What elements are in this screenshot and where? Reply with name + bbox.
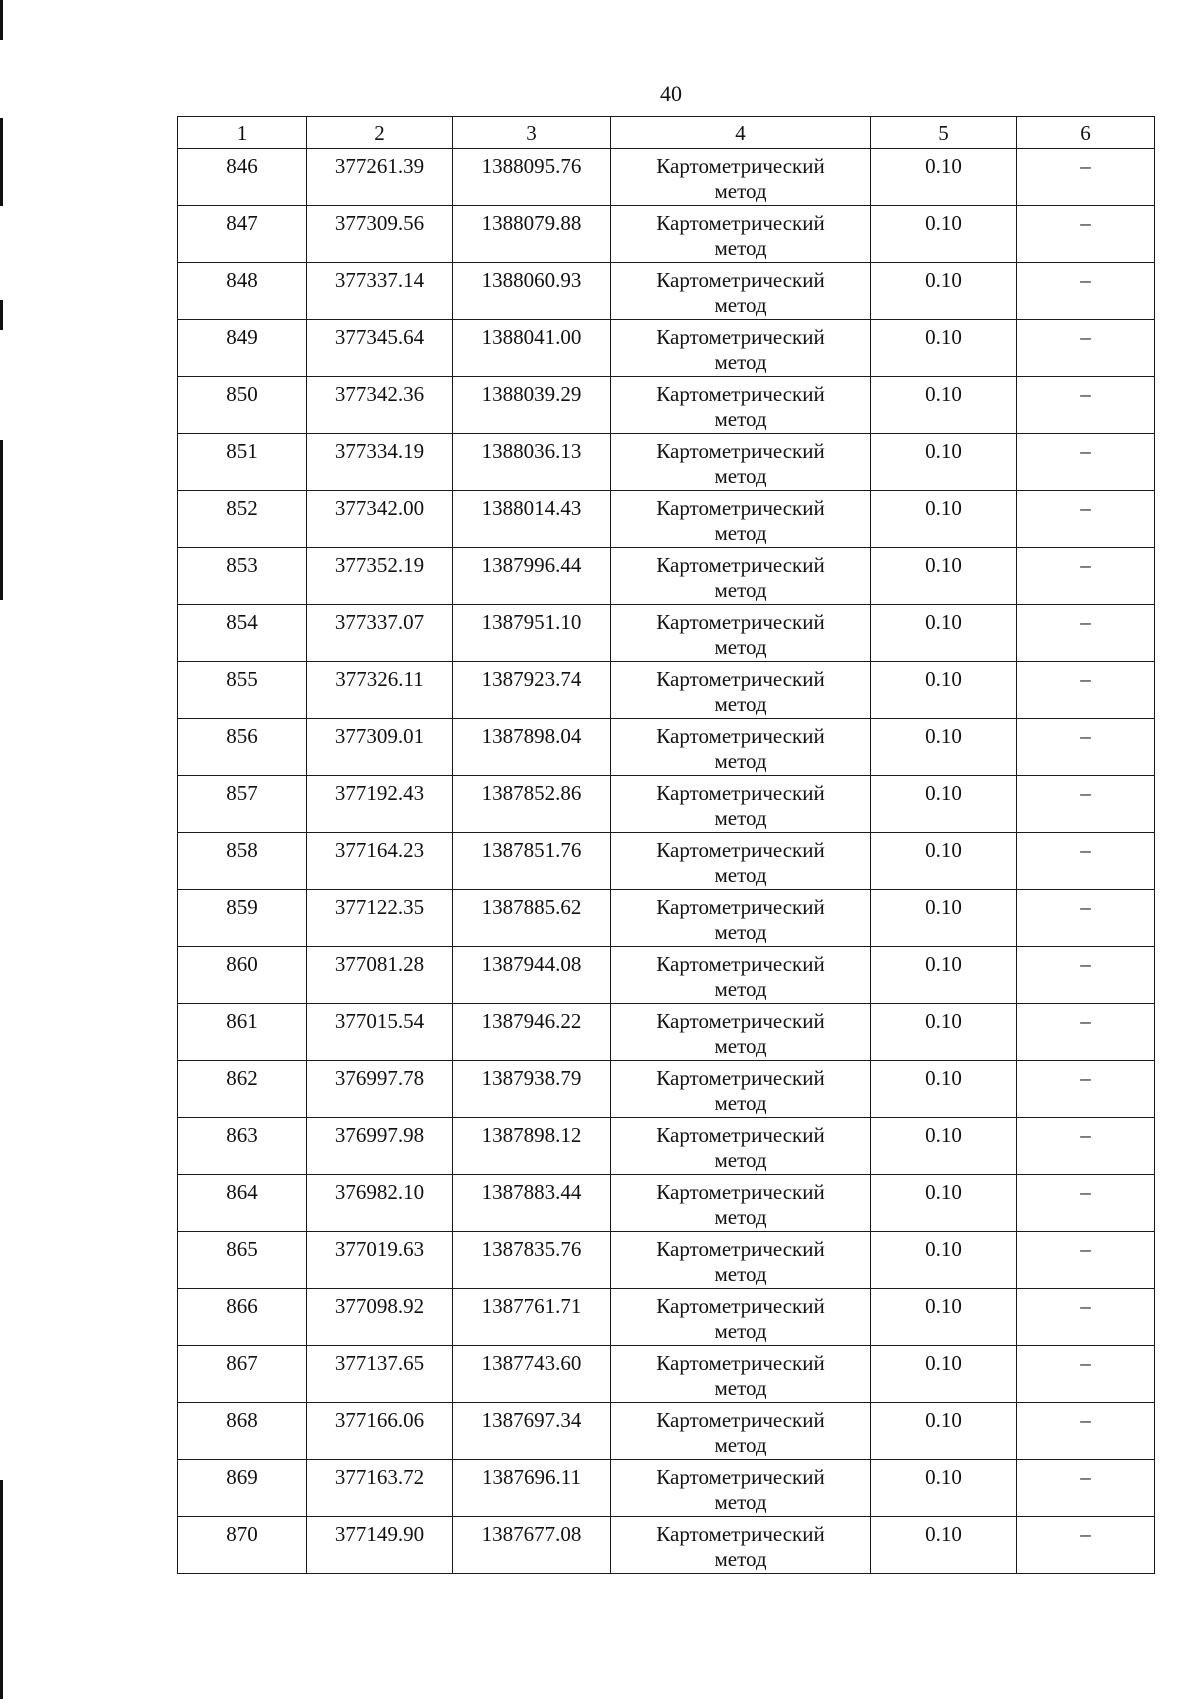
y-coordinate-cell: 1388095.76	[453, 149, 611, 206]
y-coordinate-cell: 1387885.62	[453, 890, 611, 947]
x-coordinate-cell: 377309.56	[307, 206, 453, 263]
method-cell	[611, 719, 871, 776]
accuracy-cell: 0.10	[871, 320, 1017, 377]
method-cell	[611, 491, 871, 548]
method-line-1: Картометрический	[656, 268, 825, 292]
method-line-2: метод	[714, 692, 767, 716]
x-coordinate-cell: 377081.28	[307, 947, 453, 1004]
method-cell	[611, 890, 871, 947]
method-line-1: Картометрический	[656, 325, 825, 349]
x-coordinate-cell: 377334.19	[307, 434, 453, 491]
x-coordinate-cell: 377337.07	[307, 605, 453, 662]
method-line-2: метод	[714, 578, 767, 602]
description-cell: –	[1017, 491, 1155, 548]
table-row	[178, 377, 1155, 434]
y-coordinate-cell: 1387883.44	[453, 1175, 611, 1232]
point-number-cell: 861	[178, 1004, 307, 1061]
table-row	[178, 263, 1155, 320]
method-line-1: Картометрический	[656, 1351, 825, 1375]
x-coordinate-cell: 376997.78	[307, 1061, 453, 1118]
y-coordinate-cell: 1387851.76	[453, 833, 611, 890]
method-line-2: метод	[714, 236, 767, 260]
y-coordinate-cell: 1387852.86	[453, 776, 611, 833]
y-coordinate-cell: 1387835.76	[453, 1232, 611, 1289]
method-line-1: Картометрический	[656, 496, 825, 520]
method-line-2: метод	[714, 293, 767, 317]
table-row	[178, 719, 1155, 776]
x-coordinate-cell: 377137.65	[307, 1346, 453, 1403]
table-row	[178, 947, 1155, 1004]
point-number-cell: 869	[178, 1460, 307, 1517]
accuracy-cell: 0.10	[871, 1175, 1017, 1232]
scan-edge-mark	[0, 300, 3, 330]
x-coordinate-cell: 377342.00	[307, 491, 453, 548]
method-line-1: Картометрический	[656, 382, 825, 406]
method-cell	[611, 605, 871, 662]
method-cell	[611, 1118, 871, 1175]
method-cell	[611, 833, 871, 890]
table-row	[178, 890, 1155, 947]
x-coordinate-cell: 377337.14	[307, 263, 453, 320]
description-cell: –	[1017, 206, 1155, 263]
method-cell	[611, 1460, 871, 1517]
table-row	[178, 434, 1155, 491]
description-cell: –	[1017, 1118, 1155, 1175]
header-cell-4: 4	[611, 117, 871, 149]
description-cell: –	[1017, 662, 1155, 719]
table-row	[178, 548, 1155, 605]
x-coordinate-cell: 377345.64	[307, 320, 453, 377]
table-row	[178, 1403, 1155, 1460]
coordinates-table	[177, 116, 1155, 1574]
y-coordinate-cell: 1387697.34	[453, 1403, 611, 1460]
table-row	[178, 833, 1155, 890]
method-line-1: Картометрический	[656, 667, 825, 691]
y-coordinate-cell: 1388014.43	[453, 491, 611, 548]
point-number-cell: 851	[178, 434, 307, 491]
table-row	[178, 320, 1155, 377]
accuracy-cell: 0.10	[871, 149, 1017, 206]
accuracy-cell: 0.10	[871, 263, 1017, 320]
method-line-2: метод	[714, 350, 767, 374]
point-number-cell: 848	[178, 263, 307, 320]
accuracy-cell: 0.10	[871, 491, 1017, 548]
table-row	[178, 1346, 1155, 1403]
method-line-2: метод	[714, 407, 767, 431]
x-coordinate-cell: 377163.72	[307, 1460, 453, 1517]
x-coordinate-cell: 377326.11	[307, 662, 453, 719]
description-cell: –	[1017, 947, 1155, 1004]
point-number-cell: 860	[178, 947, 307, 1004]
description-cell: –	[1017, 320, 1155, 377]
y-coordinate-cell: 1387898.04	[453, 719, 611, 776]
point-number-cell: 857	[178, 776, 307, 833]
method-cell	[611, 434, 871, 491]
table-row	[178, 149, 1155, 206]
point-number-cell: 858	[178, 833, 307, 890]
method-line-1: Картометрический	[656, 1408, 825, 1432]
method-line-1: Картометрический	[656, 1180, 825, 1204]
description-cell: –	[1017, 434, 1155, 491]
method-line-2: метод	[714, 1376, 767, 1400]
description-cell: –	[1017, 719, 1155, 776]
method-line-2: метод	[714, 1091, 767, 1115]
method-line-2: метод	[714, 1433, 767, 1457]
accuracy-cell: 0.10	[871, 719, 1017, 776]
table-row	[178, 1289, 1155, 1346]
scan-edge-mark	[0, 118, 3, 206]
y-coordinate-cell: 1387923.74	[453, 662, 611, 719]
scan-edge-mark	[0, 0, 3, 40]
method-cell	[611, 662, 871, 719]
method-cell	[611, 1061, 871, 1118]
method-line-1: Картометрический	[656, 1294, 825, 1318]
point-number-cell: 862	[178, 1061, 307, 1118]
point-number-cell: 864	[178, 1175, 307, 1232]
table-row	[178, 1175, 1155, 1232]
accuracy-cell: 0.10	[871, 1232, 1017, 1289]
x-coordinate-cell: 377122.35	[307, 890, 453, 947]
accuracy-cell: 0.10	[871, 1403, 1017, 1460]
method-line-1: Картометрический	[656, 1465, 825, 1489]
description-cell: –	[1017, 1460, 1155, 1517]
x-coordinate-cell: 377015.54	[307, 1004, 453, 1061]
description-cell: –	[1017, 833, 1155, 890]
method-cell	[611, 1346, 871, 1403]
method-cell	[611, 1004, 871, 1061]
table-row	[178, 1517, 1155, 1574]
x-coordinate-cell: 377192.43	[307, 776, 453, 833]
point-number-cell: 867	[178, 1346, 307, 1403]
method-cell	[611, 206, 871, 263]
x-coordinate-cell: 377352.19	[307, 548, 453, 605]
point-number-cell: 847	[178, 206, 307, 263]
x-coordinate-cell: 377019.63	[307, 1232, 453, 1289]
method-line-2: метод	[714, 749, 767, 773]
method-line-1: Картометрический	[656, 895, 825, 919]
method-line-2: метод	[714, 521, 767, 545]
description-cell: –	[1017, 1175, 1155, 1232]
accuracy-cell: 0.10	[871, 1460, 1017, 1517]
description-cell: –	[1017, 1403, 1155, 1460]
y-coordinate-cell: 1387743.60	[453, 1346, 611, 1403]
table-row	[178, 662, 1155, 719]
scan-edge-mark	[0, 440, 3, 600]
y-coordinate-cell: 1388039.29	[453, 377, 611, 434]
accuracy-cell: 0.10	[871, 206, 1017, 263]
point-number-cell: 865	[178, 1232, 307, 1289]
accuracy-cell: 0.10	[871, 1289, 1017, 1346]
header-cell-1: 1	[178, 117, 307, 149]
method-line-2: метод	[714, 1148, 767, 1172]
method-cell	[611, 149, 871, 206]
method-line-2: метод	[714, 1034, 767, 1058]
method-line-1: Картометрический	[656, 154, 825, 178]
method-cell	[611, 263, 871, 320]
method-cell	[611, 1175, 871, 1232]
table-row	[178, 206, 1155, 263]
description-cell: –	[1017, 263, 1155, 320]
page-number: 40	[660, 81, 682, 106]
y-coordinate-cell: 1387944.08	[453, 947, 611, 1004]
method-cell	[611, 1289, 871, 1346]
method-line-1: Картометрический	[656, 952, 825, 976]
method-line-2: метод	[714, 635, 767, 659]
point-number-cell: 852	[178, 491, 307, 548]
method-cell	[611, 377, 871, 434]
y-coordinate-cell: 1387946.22	[453, 1004, 611, 1061]
y-coordinate-cell: 1388060.93	[453, 263, 611, 320]
method-line-2: метод	[714, 179, 767, 203]
point-number-cell: 853	[178, 548, 307, 605]
description-cell: –	[1017, 890, 1155, 947]
x-coordinate-cell: 377098.92	[307, 1289, 453, 1346]
accuracy-cell: 0.10	[871, 434, 1017, 491]
accuracy-cell: 0.10	[871, 1118, 1017, 1175]
header-row	[178, 117, 1155, 149]
table-row	[178, 1004, 1155, 1061]
description-cell: –	[1017, 605, 1155, 662]
point-number-cell: 854	[178, 605, 307, 662]
table-row	[178, 776, 1155, 833]
description-cell: –	[1017, 377, 1155, 434]
description-cell: –	[1017, 149, 1155, 206]
accuracy-cell: 0.10	[871, 890, 1017, 947]
method-line-2: метод	[714, 920, 767, 944]
table-row	[178, 1061, 1155, 1118]
table-row	[178, 1460, 1155, 1517]
method-line-1: Картометрический	[656, 1066, 825, 1090]
method-line-1: Картометрический	[656, 724, 825, 748]
description-cell: –	[1017, 548, 1155, 605]
accuracy-cell: 0.10	[871, 605, 1017, 662]
y-coordinate-cell: 1388079.88	[453, 206, 611, 263]
y-coordinate-cell: 1388041.00	[453, 320, 611, 377]
method-cell	[611, 947, 871, 1004]
method-line-1: Картометрический	[656, 781, 825, 805]
method-line-2: метод	[714, 1547, 767, 1571]
method-line-1: Картометрический	[656, 1522, 825, 1546]
y-coordinate-cell: 1387898.12	[453, 1118, 611, 1175]
y-coordinate-cell: 1387677.08	[453, 1517, 611, 1574]
method-line-1: Картометрический	[656, 211, 825, 235]
accuracy-cell: 0.10	[871, 833, 1017, 890]
accuracy-cell: 0.10	[871, 1517, 1017, 1574]
description-cell: –	[1017, 1061, 1155, 1118]
accuracy-cell: 0.10	[871, 947, 1017, 1004]
method-cell	[611, 1232, 871, 1289]
y-coordinate-cell: 1387951.10	[453, 605, 611, 662]
point-number-cell: 868	[178, 1403, 307, 1460]
point-number-cell: 870	[178, 1517, 307, 1574]
table-row	[178, 1232, 1155, 1289]
method-line-2: метод	[714, 464, 767, 488]
method-line-2: метод	[714, 1262, 767, 1286]
accuracy-cell: 0.10	[871, 1346, 1017, 1403]
method-line-1: Картометрический	[656, 838, 825, 862]
table-row	[178, 605, 1155, 662]
x-coordinate-cell: 377261.39	[307, 149, 453, 206]
method-cell	[611, 548, 871, 605]
method-line-2: метод	[714, 1319, 767, 1343]
description-cell: –	[1017, 776, 1155, 833]
x-coordinate-cell: 377149.90	[307, 1517, 453, 1574]
scan-edge-mark	[0, 1480, 3, 1699]
method-line-1: Картометрический	[656, 1123, 825, 1147]
method-line-1: Картометрический	[656, 553, 825, 577]
y-coordinate-cell: 1387761.71	[453, 1289, 611, 1346]
table-header	[178, 117, 1155, 149]
point-number-cell: 859	[178, 890, 307, 947]
method-line-1: Картометрический	[656, 610, 825, 634]
x-coordinate-cell: 377342.36	[307, 377, 453, 434]
accuracy-cell: 0.10	[871, 662, 1017, 719]
point-number-cell: 850	[178, 377, 307, 434]
description-cell: –	[1017, 1517, 1155, 1574]
header-cell-2: 2	[307, 117, 453, 149]
y-coordinate-cell: 1387938.79	[453, 1061, 611, 1118]
description-cell: –	[1017, 1346, 1155, 1403]
x-coordinate-cell: 376982.10	[307, 1175, 453, 1232]
method-cell	[611, 776, 871, 833]
method-line-2: метод	[714, 1490, 767, 1514]
accuracy-cell: 0.10	[871, 548, 1017, 605]
method-line-2: метод	[714, 806, 767, 830]
header-cell-6: 6	[1017, 117, 1155, 149]
description-cell: –	[1017, 1004, 1155, 1061]
accuracy-cell: 0.10	[871, 1004, 1017, 1061]
accuracy-cell: 0.10	[871, 377, 1017, 434]
method-cell	[611, 320, 871, 377]
point-number-cell: 856	[178, 719, 307, 776]
method-line-1: Картометрический	[656, 1009, 825, 1033]
table-row	[178, 1118, 1155, 1175]
method-cell	[611, 1517, 871, 1574]
header-cell-3: 3	[453, 117, 611, 149]
x-coordinate-cell: 377309.01	[307, 719, 453, 776]
header-cell-5: 5	[871, 117, 1017, 149]
point-number-cell: 866	[178, 1289, 307, 1346]
x-coordinate-cell: 377166.06	[307, 1403, 453, 1460]
point-number-cell: 855	[178, 662, 307, 719]
x-coordinate-cell: 377164.23	[307, 833, 453, 890]
table-row	[178, 491, 1155, 548]
method-line-1: Картометрический	[656, 439, 825, 463]
method-line-2: метод	[714, 863, 767, 887]
table-body	[178, 149, 1155, 1574]
y-coordinate-cell: 1387996.44	[453, 548, 611, 605]
y-coordinate-cell: 1388036.13	[453, 434, 611, 491]
point-number-cell: 849	[178, 320, 307, 377]
description-cell: –	[1017, 1232, 1155, 1289]
point-number-cell: 846	[178, 149, 307, 206]
description-cell: –	[1017, 1289, 1155, 1346]
method-line-2: метод	[714, 1205, 767, 1229]
accuracy-cell: 0.10	[871, 1061, 1017, 1118]
method-line-2: метод	[714, 977, 767, 1001]
x-coordinate-cell: 376997.98	[307, 1118, 453, 1175]
accuracy-cell: 0.10	[871, 776, 1017, 833]
method-line-1: Картометрический	[656, 1237, 825, 1261]
y-coordinate-cell: 1387696.11	[453, 1460, 611, 1517]
point-number-cell: 863	[178, 1118, 307, 1175]
method-cell	[611, 1403, 871, 1460]
